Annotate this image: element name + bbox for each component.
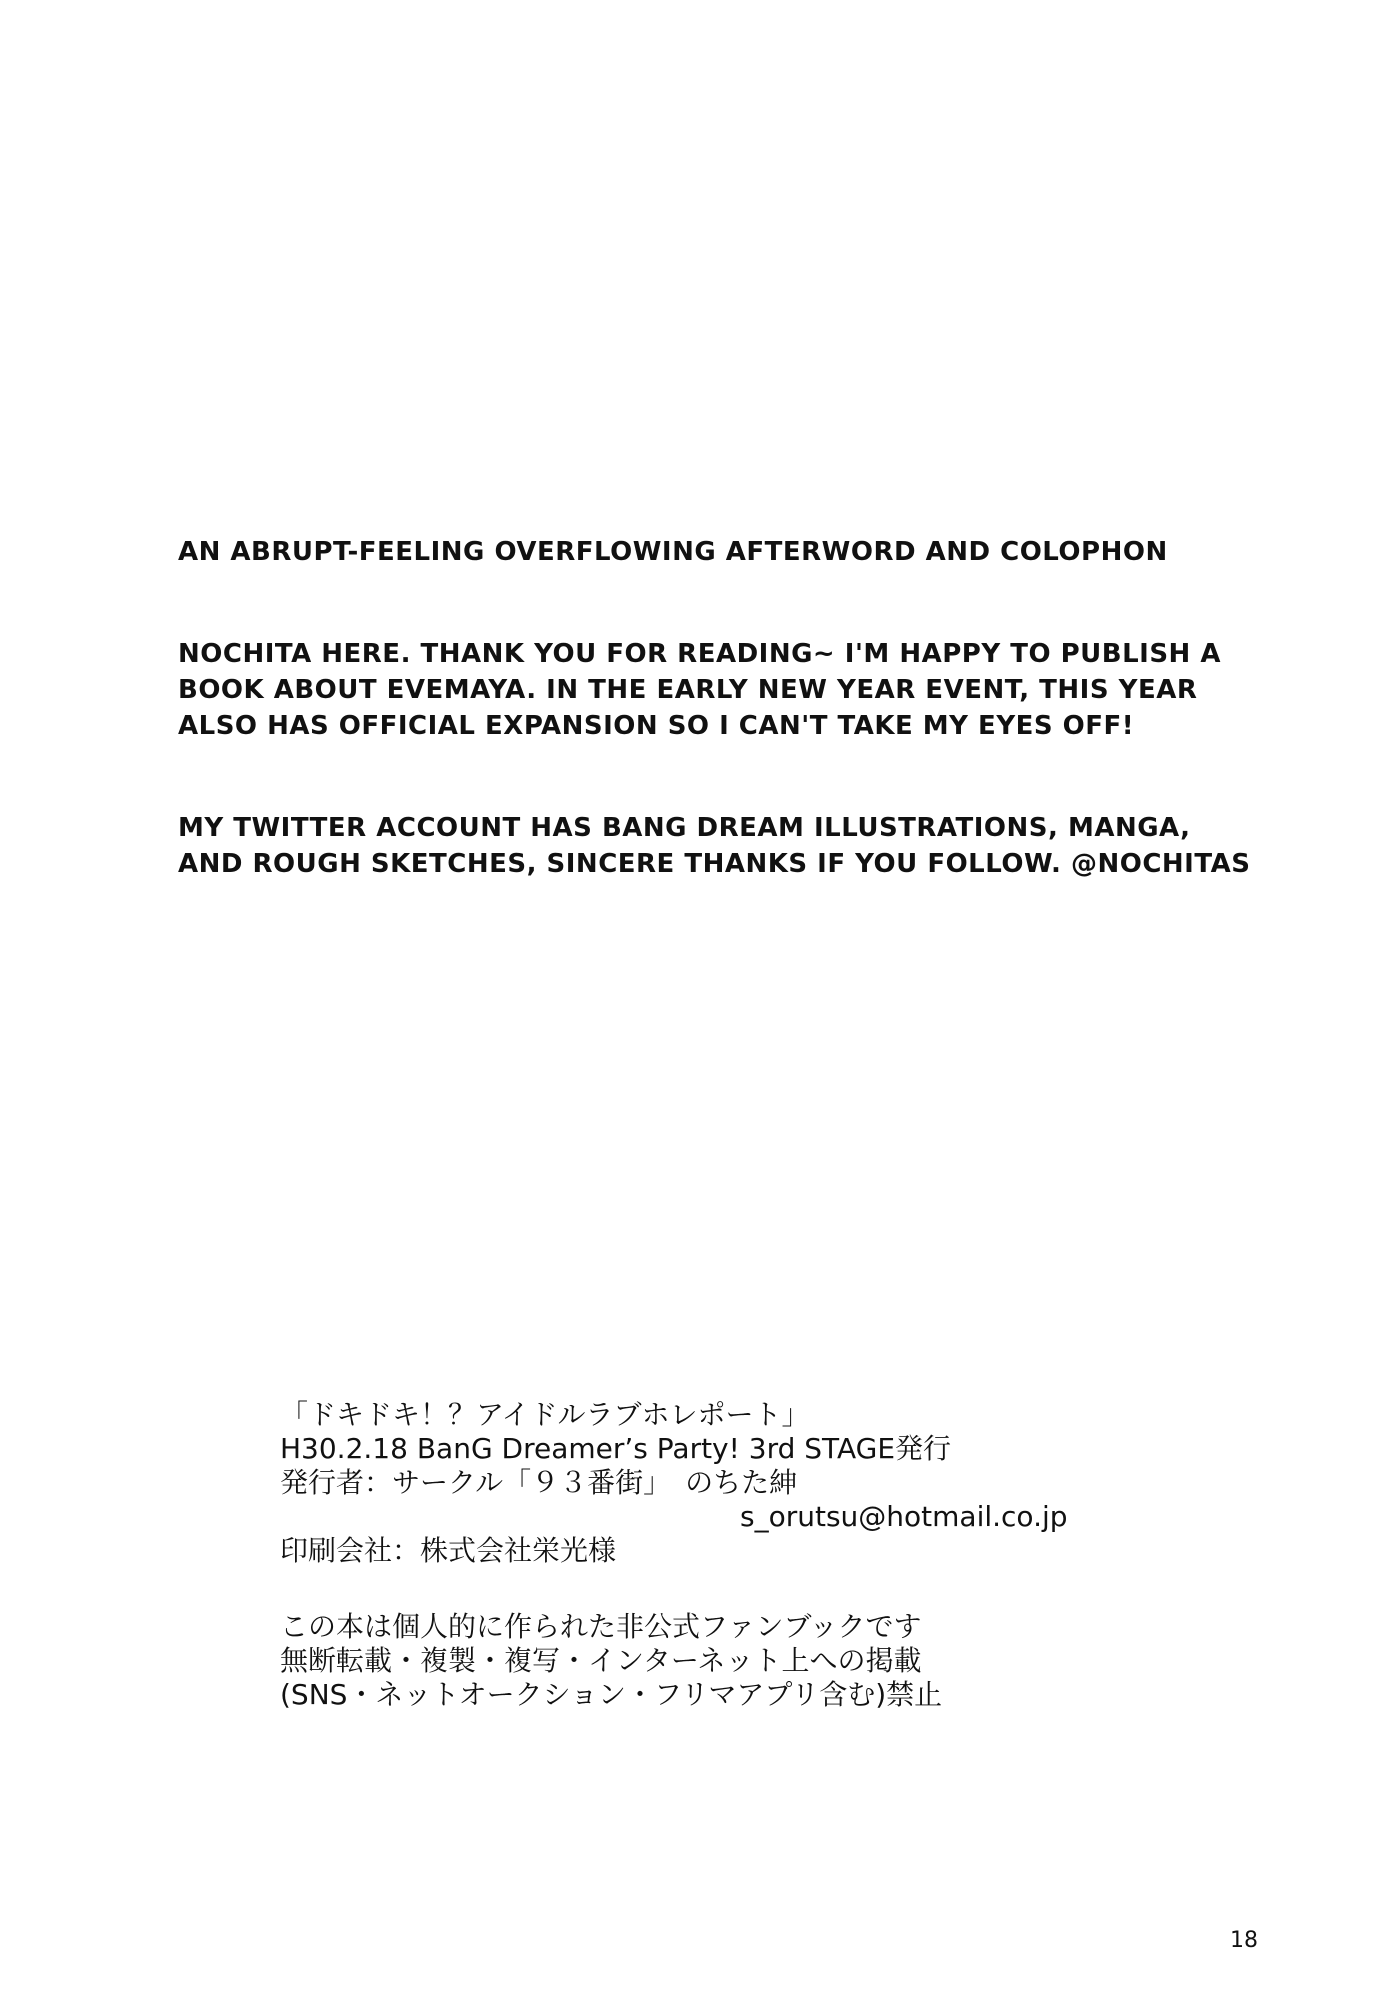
colophon-book-title: 「ドキドキ！？アイドルラブホレポート」 xyxy=(280,1398,810,1431)
afterword-paragraph-thanks xyxy=(178,636,1278,744)
colophon xyxy=(280,1398,1180,1712)
afterword-line: BOOK ABOUT EVEMAYA. IN THE EARLY NEW YEAR EVENT, THIS YEAR xyxy=(178,675,1198,705)
afterword-title: AN ABRUPT-FEELING OVERFLOWING AFTERWORD AND COLOPHON xyxy=(178,537,1168,567)
notice-line: (SNS・ネットオークション・フリマアプリ含む)禁止 xyxy=(280,1678,943,1711)
afterword-paragraph-twitter xyxy=(178,810,1278,882)
colophon-email: s_orutsu@hotmail.co.jp xyxy=(740,1500,1068,1533)
colophon-issue: H30.2.18 BanG Dreamer’s Party! 3rd STAGE発行 xyxy=(280,1432,952,1465)
afterword xyxy=(178,534,1278,948)
colophon-notice xyxy=(280,1610,1180,1712)
colophon-publisher: 発行者：サークル「９３番街」 のちた紳 xyxy=(280,1466,798,1499)
afterword-line: AND ROUGH SKETCHES, SINCERE THANKS IF YOU FOLLOW. @NOCHITAS xyxy=(178,849,1251,879)
colophon-printer: 印刷会社：株式会社栄光様 xyxy=(280,1534,617,1567)
afterword-line: ALSO HAS OFFICIAL EXPANSION SO I CAN'T TAKE MY EYES OFF! xyxy=(178,711,1135,741)
afterword-line: MY TWITTER ACCOUNT HAS BANG DREAM ILLUSTRATIONS, MANGA, xyxy=(178,813,1191,843)
page-number: 18 xyxy=(1230,1928,1258,1953)
afterword-line: NOCHITA HERE. THANK YOU FOR READING~ I'M HAPPY TO PUBLISH A xyxy=(178,639,1221,669)
notice-line: 無断転載・複製・複写・インターネット上への掲載 xyxy=(280,1644,922,1677)
notice-line: この本は個人的に作られた非公式ファンブックです xyxy=(280,1610,922,1643)
